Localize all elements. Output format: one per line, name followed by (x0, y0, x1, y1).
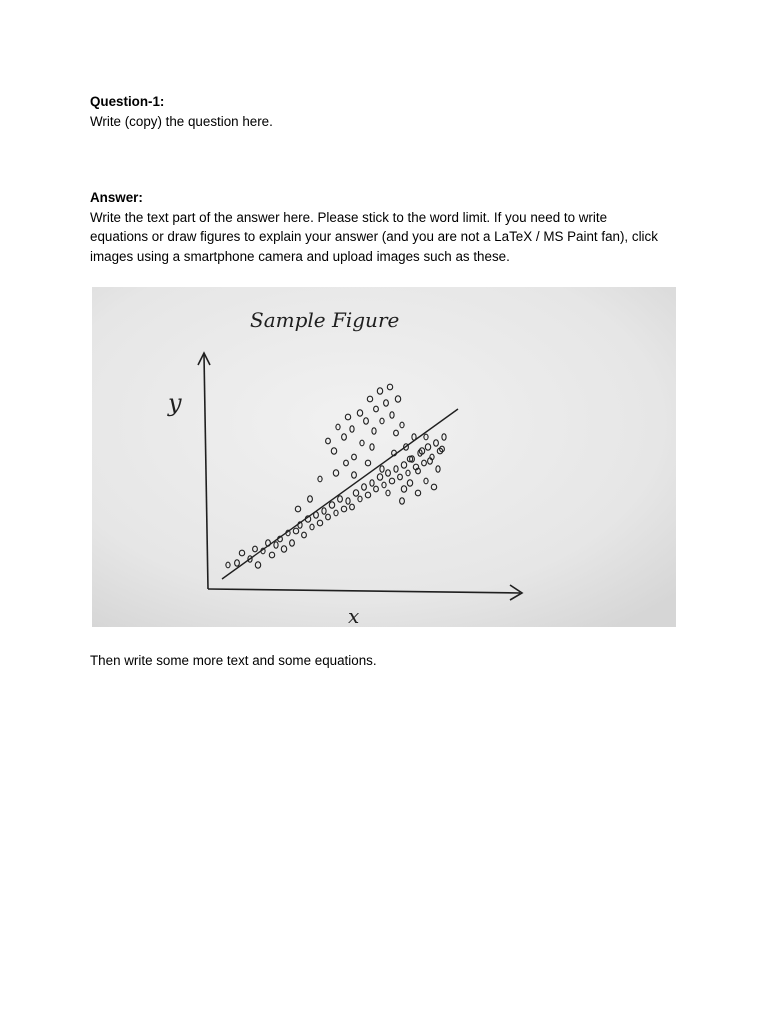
sample-figure-photo (92, 287, 676, 627)
after-figure-section (90, 651, 690, 671)
after-figure-text: Then write some more text and some equations. (90, 653, 377, 668)
answer-text-line-2: equations or draw figures to explain your answer (and you are not a LaTeX / MS Paint fan), click (90, 229, 658, 244)
question-heading: Question-1: (90, 94, 165, 109)
answer-text-line-1: Write the text part of the answer here. Please stick to the word limit. If you need to write (90, 209, 608, 225)
x-axis-label: x (348, 604, 360, 627)
figure-title: Sample Figure (250, 308, 400, 332)
answer-text-line-3: images using a smartphone camera and upload images such as these. (90, 248, 510, 264)
question-text: Write (copy) the question here. (90, 113, 273, 129)
answer-heading: Answer: (90, 190, 143, 205)
question-section (90, 92, 690, 131)
y-axis-label: y (168, 389, 182, 417)
answer-section (90, 188, 690, 266)
hand-drawn-scatter-plot (92, 287, 676, 627)
paper-background (92, 287, 676, 627)
